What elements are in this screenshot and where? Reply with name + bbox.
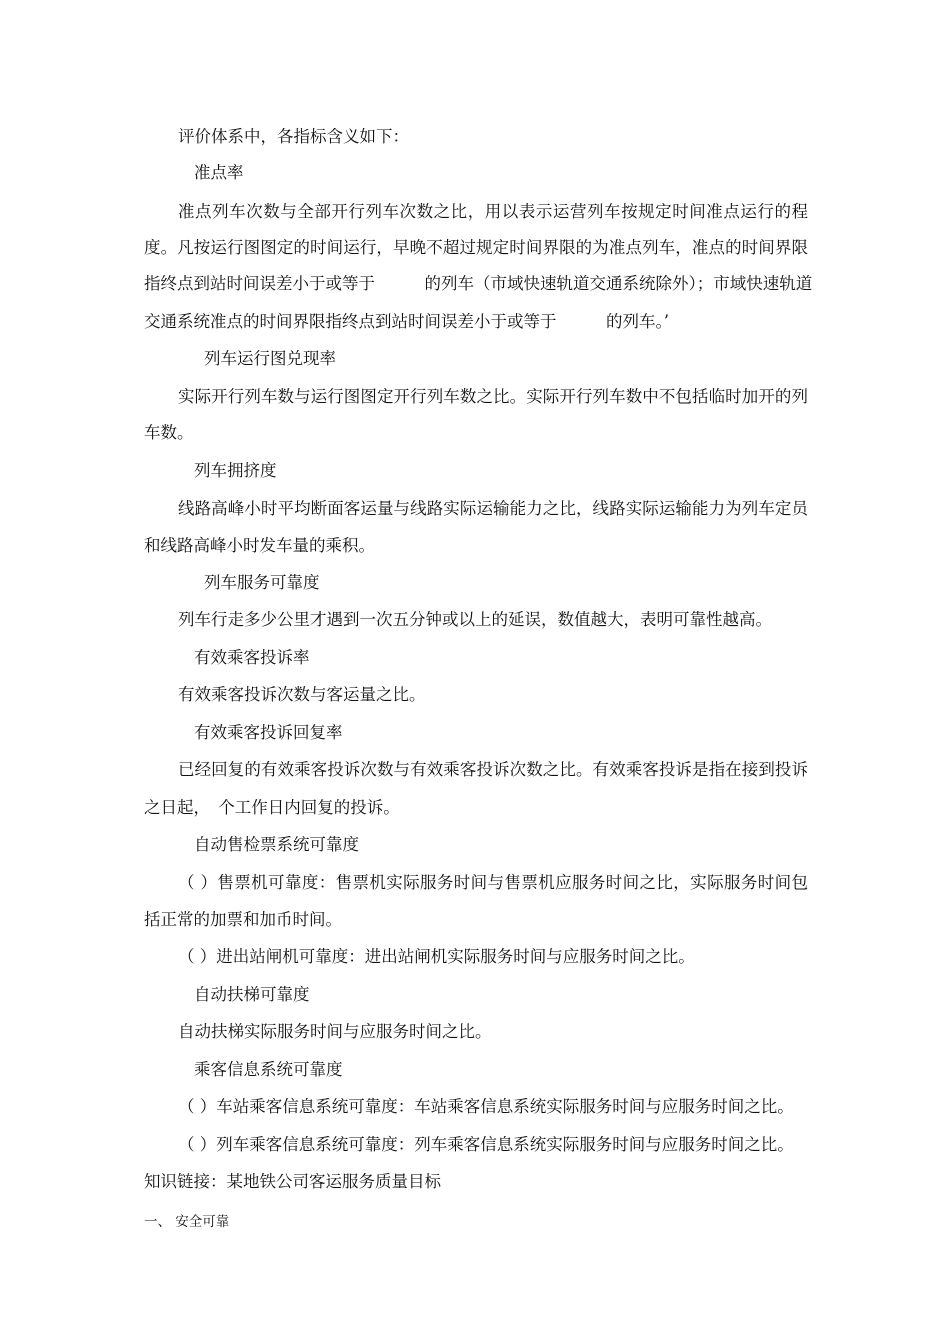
heading-reply: 有效乘客投诉回复率 <box>194 723 343 742</box>
paragraph-line: 度。凡按运行图图定的时间运行，早晚不超过规定时间界限的为准点列车，准点的时间界限 <box>144 238 808 257</box>
paragraph-line: 准点列车次数与全部开行列车次数之比，用以表示运营列车按规定时间准点运行的程 <box>178 202 808 221</box>
paragraph-line: （ ）售票机可靠度：售票机实际服务时间与售票机应服务时间之比，实际服务时间包 <box>178 873 808 892</box>
heading-escalator: 自动扶梯可靠度 <box>194 985 310 1004</box>
paragraph-line: 已经回复的有效乘客投诉次数与有效乘客投诉次数之比。有效乘客投诉是指在接到投诉 <box>178 760 808 779</box>
paragraph-line: （ ）车站乘客信息系统可靠度：车站乘客信息系统实际服务时间与应服务时间之比。 <box>178 1097 794 1116</box>
knowledge-link: 知识链接：某地铁公司客运服务质量目标 <box>144 1172 441 1191</box>
heading-pis: 乘客信息系统可靠度 <box>194 1060 343 1079</box>
paragraph-line: 指终点到站时间误差小于或等于 的列车（市域快速轨道交通系统除外）；市域快速轨道 <box>144 274 813 293</box>
paragraph-line: 实际开行列车数与运行图图定开行列车数之比。实际开行列车数中不包括临时加开的列 <box>178 387 808 406</box>
heading-punctuality: 准点率 <box>194 163 244 182</box>
intro-text: 评价体系中，各指标含义如下： <box>178 127 409 146</box>
paragraph-line: 列车行走多少公里才遇到一次五分钟或以上的延误，数值越大，表明可靠性越高。 <box>178 610 772 629</box>
paragraph-line: 交通系统准点的时间界限指终点到站时间误差小于或等于 的列车。’ <box>144 312 669 331</box>
heading-reliability: 列车服务可靠度 <box>204 573 320 592</box>
heading-complaint: 有效乘客投诉率 <box>194 648 310 667</box>
paragraph-line: 线路高峰小时平均断面客运量与线路实际运输能力之比，线路实际运输能力为列车定员 <box>178 499 808 518</box>
heading-crowding: 列车拥挤度 <box>194 461 277 480</box>
paragraph-line: 自动扶梯实际服务时间与应服务时间之比。 <box>178 1022 492 1041</box>
paragraph-line: 之日起， 个工作日内回复的投诉。 <box>144 798 400 817</box>
paragraph-line: 括正常的加票和加币时间。 <box>144 910 342 929</box>
paragraph-line: 和线路高峰小时发车量的乘积。 <box>144 536 375 555</box>
paragraph-line: 车数。 <box>144 423 194 442</box>
paragraph-line: （ ）进出站闸机可靠度：进出站闸机实际服务时间与应服务时间之比。 <box>178 947 695 966</box>
heading-afc: 自动售检票系统可靠度 <box>194 835 359 854</box>
section-heading: 一、 安全可靠 <box>144 1214 230 1230</box>
paragraph-line: 有效乘客投诉次数与客运量之比。 <box>178 685 426 704</box>
heading-fulfillment: 列车运行图兑现率 <box>204 349 336 368</box>
paragraph-line: （ ）列车乘客信息系统可靠度：列车乘客信息系统实际服务时间与应服务时间之比。 <box>178 1135 794 1154</box>
